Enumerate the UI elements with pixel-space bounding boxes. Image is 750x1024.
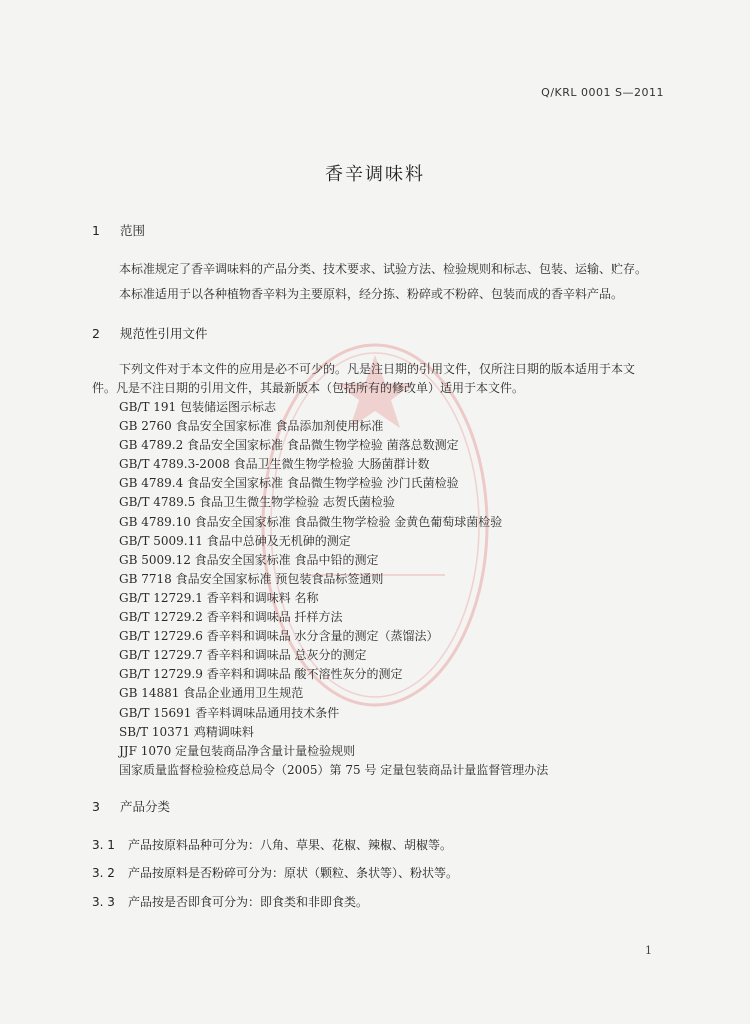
list-item: GB 4789.10 食品安全国家标准 食品微生物学检验 金黄色葡萄球菌检验 bbox=[119, 514, 503, 529]
list-item: GB/T 12729.9 香辛料和调味品 酸不溶性灰分的测定 bbox=[119, 667, 403, 682]
clause-number: 3. 2 bbox=[92, 866, 115, 880]
list-item: GB/T 5009.11 食品中总砷及无机砷的测定 bbox=[119, 533, 351, 548]
refs-intro-line-2: 件。凡是不注日期的引用文件，其最新版本（包括所有的修改单）适用于本文件。 bbox=[92, 381, 525, 395]
section-title: 产品分类 bbox=[120, 799, 171, 814]
section-title: 范围 bbox=[120, 223, 146, 238]
clause-text: 产品按原料品种可分为：八角、草果、花椒、辣椒、胡椒等。 bbox=[128, 838, 453, 852]
list-item: GB/T 12729.2 香辛料和调味品 扦样方法 bbox=[119, 610, 343, 625]
page-number: 1 bbox=[645, 944, 652, 957]
document-title: 香辛调味料 bbox=[325, 164, 425, 185]
list-item: GB/T 4789.3-2008 食品卫生微生物学检验 大肠菌群计数 bbox=[119, 457, 430, 472]
list-item: JJF 1070 定量包装商品净含量计量检验规则 bbox=[119, 743, 356, 758]
list-item: 国家质量监督检验检疫总局令（2005）第 75 号 定量包装商品计量监督管理办法 bbox=[119, 762, 549, 777]
scope-paragraph-2: 本标准适用于以各种植物香辛料为主要原料，经分拣、粉碎或不粉碎、包装而成的香辛料产品。 bbox=[119, 287, 624, 301]
section-number: 3 bbox=[92, 799, 100, 814]
list-item: GB/T 15691 香辛料调味品通用技术条件 bbox=[119, 705, 340, 720]
section-1-heading bbox=[92, 221, 145, 239]
list-item: SB/T 10371 鸡精调味料 bbox=[119, 724, 254, 739]
section-title: 规范性引用文件 bbox=[120, 326, 208, 341]
list-item: GB/T 12729.1 香辛料和调味料 名称 bbox=[119, 590, 319, 605]
refs-intro-line-1: 下列文件对于本文件的应用是必不可少的。凡是注日期的引用文件，仅所注日期的版本适用于本文 bbox=[119, 362, 636, 376]
list-item: GB 2760 食品安全国家标准 食品添加剂使用标准 bbox=[119, 419, 384, 434]
section-number: 1 bbox=[92, 223, 100, 238]
classification-item-1 bbox=[92, 836, 452, 853]
clause-number: 3. 1 bbox=[92, 838, 115, 852]
list-item: GB 7718 食品安全国家标准 预包装食品标签通则 bbox=[119, 571, 384, 586]
clause-text: 产品按是否即食可分为：即食类和非即食类。 bbox=[128, 895, 369, 909]
list-item: GB 14881 食品企业通用卫生规范 bbox=[119, 686, 304, 701]
list-item: GB/T 4789.5 食品卫生微生物学检验 志贺氏菌检验 bbox=[119, 495, 395, 510]
list-item: GB 5009.12 食品安全国家标准 食品中铅的测定 bbox=[119, 552, 379, 567]
reference-list bbox=[119, 398, 548, 780]
list-item: GB/T 12729.6 香辛料和调味品 水分含量的测定（蒸馏法） bbox=[119, 629, 439, 644]
section-2-heading bbox=[92, 324, 208, 342]
section-3-heading bbox=[92, 797, 170, 815]
classification-item-3 bbox=[92, 893, 368, 910]
list-item: GB 4789.4 食品安全国家标准 食品微生物学检验 沙门氏菌检验 bbox=[119, 476, 459, 491]
section-number: 2 bbox=[92, 326, 100, 341]
classification-item-2 bbox=[92, 864, 458, 881]
list-item: GB/T 191 包装储运图示标志 bbox=[119, 400, 276, 414]
scope-paragraph-1: 本标准规定了香辛调味料的产品分类、技术要求、试验方法、检验规则和标志、包装、运输、贮存。 bbox=[119, 262, 648, 276]
clause-text: 产品按原料是否粉碎可分为：原状（颗粒、条状等）、粉状等。 bbox=[128, 866, 459, 880]
clause-number: 3. 3 bbox=[92, 895, 115, 909]
standard-code: Q/KRL 0001 S—2011 bbox=[541, 86, 664, 99]
list-item: GB/T 12729.7 香辛料和调味品 总灰分的测定 bbox=[119, 648, 367, 663]
list-item: GB 4789.2 食品安全国家标准 食品微生物学检验 菌落总数测定 bbox=[119, 438, 459, 453]
